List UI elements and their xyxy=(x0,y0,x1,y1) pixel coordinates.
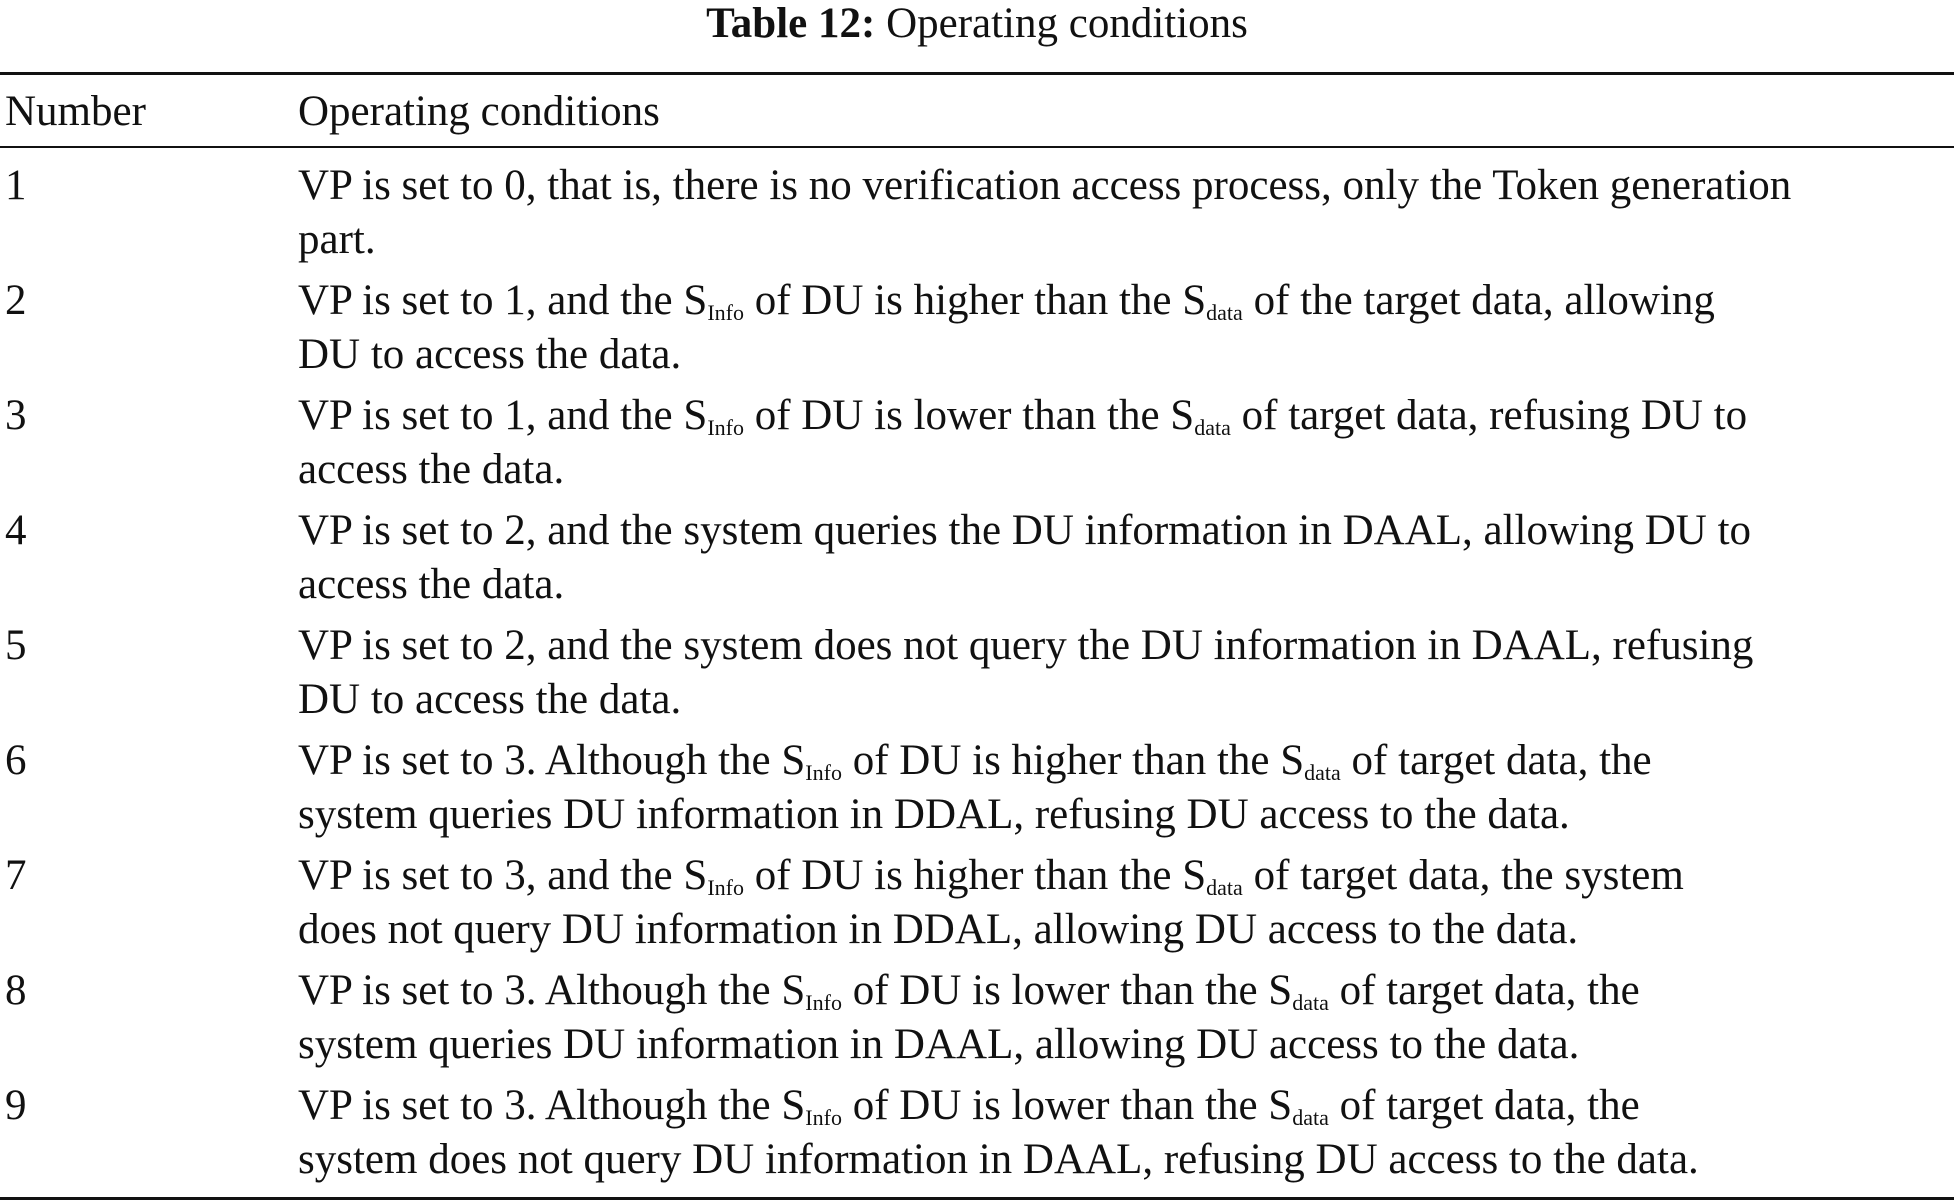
row-condition xyxy=(298,849,1953,957)
row-condition xyxy=(298,964,1953,1072)
table-row xyxy=(0,159,1954,274)
condition-line xyxy=(298,389,1953,443)
condition-text: system queries DU information in DDAL, refusing DU access to the data. xyxy=(298,791,1570,838)
condition-line xyxy=(298,734,1953,788)
condition-line xyxy=(298,964,1953,1018)
header-number: Number xyxy=(5,88,146,135)
condition-line xyxy=(298,274,1953,328)
table-top-rule xyxy=(0,72,1954,75)
condition-text: VP is set to 3. Although the S xyxy=(298,737,806,784)
row-number: 8 xyxy=(5,967,27,1014)
condition-line xyxy=(298,619,1953,673)
condition-line xyxy=(298,213,1953,267)
condition-line xyxy=(298,849,1953,903)
table-caption-label: Table 12: xyxy=(706,0,876,47)
row-number: 6 xyxy=(5,737,27,784)
subscript-info: Info xyxy=(805,760,842,785)
subscript-info: Info xyxy=(707,415,744,440)
row-number: 2 xyxy=(5,277,27,324)
subscript-data: data xyxy=(1304,760,1341,785)
row-number: 3 xyxy=(5,392,27,439)
condition-line xyxy=(298,903,1953,957)
condition-text: does not query DU information in DDAL, allowing DU access to the data. xyxy=(298,906,1579,953)
condition-line xyxy=(298,673,1953,727)
subscript-data: data xyxy=(1206,300,1243,325)
row-condition xyxy=(298,734,1953,842)
subscript-data: data xyxy=(1292,990,1329,1015)
condition-line xyxy=(298,558,1953,612)
condition-line xyxy=(298,788,1953,842)
table-caption xyxy=(0,0,1954,52)
condition-text: VP is set to 1, and the S xyxy=(298,392,708,439)
condition-text: VP is set to 3. Although the S xyxy=(298,967,806,1014)
condition-text: of target data, the system xyxy=(1253,852,1684,899)
table-row xyxy=(0,1079,1954,1194)
condition-text: VP is set to 1, and the S xyxy=(298,277,708,324)
condition-text: of target data, the xyxy=(1351,737,1652,784)
header-operating-conditions: Operating conditions xyxy=(298,88,660,135)
condition-line xyxy=(298,1079,1953,1133)
subscript-data: data xyxy=(1292,1105,1329,1130)
condition-text: of target data, the xyxy=(1339,967,1640,1014)
condition-text: VP is set to 3, and the S xyxy=(298,852,708,899)
subscript-info: Info xyxy=(805,1105,842,1130)
condition-text: of DU is lower than the S xyxy=(852,967,1293,1014)
condition-line xyxy=(298,328,1953,382)
table-header-row xyxy=(0,84,1954,140)
condition-text: of the target data, allowing xyxy=(1253,277,1715,324)
condition-text: DU to access the data. xyxy=(298,676,682,723)
row-condition xyxy=(298,159,1953,267)
condition-text: access the data. xyxy=(298,446,565,493)
row-number: 5 xyxy=(5,622,27,669)
subscript-info: Info xyxy=(707,875,744,900)
row-condition xyxy=(298,504,1953,612)
condition-text: of DU is lower than the S xyxy=(852,1082,1293,1129)
row-condition xyxy=(298,619,1953,727)
table-bottom-rule xyxy=(0,1197,1954,1200)
condition-text: of target data, refusing DU to xyxy=(1241,392,1748,439)
condition-text: part. xyxy=(298,216,376,263)
subscript-info: Info xyxy=(805,990,842,1015)
table-row xyxy=(0,849,1954,964)
condition-text: access the data. xyxy=(298,561,565,608)
condition-line xyxy=(298,1018,1953,1072)
row-number: 9 xyxy=(5,1082,27,1129)
condition-line xyxy=(298,443,1953,497)
condition-line xyxy=(298,159,1953,213)
row-number: 4 xyxy=(5,507,27,554)
subscript-data: data xyxy=(1206,875,1243,900)
condition-text: of DU is higher than the S xyxy=(754,277,1207,324)
condition-text: system does not query DU information in DAAL, refusing DU access to the data. xyxy=(298,1136,1699,1183)
table-body xyxy=(0,159,1954,1194)
condition-text: DU to access the data. xyxy=(298,331,682,378)
condition-text: system queries DU information in DAAL, allowing DU access to the data. xyxy=(298,1021,1580,1068)
condition-text: of DU is lower than the S xyxy=(754,392,1195,439)
row-number: 1 xyxy=(5,162,27,209)
table-header-rule xyxy=(0,146,1954,148)
condition-line xyxy=(298,504,1953,558)
row-condition xyxy=(298,1079,1953,1187)
condition-text: VP is set to 3. Although the S xyxy=(298,1082,806,1129)
table-row xyxy=(0,274,1954,389)
row-condition xyxy=(298,274,1953,382)
table-row xyxy=(0,389,1954,504)
row-condition xyxy=(298,389,1953,497)
condition-line xyxy=(298,1133,1953,1187)
table-row xyxy=(0,734,1954,849)
condition-text: VP is set to 2, and the system queries the DU information in DAAL, allowing DU to xyxy=(298,507,1752,554)
condition-text: VP is set to 2, and the system does not query the DU information in DAAL, refusing xyxy=(298,622,1754,669)
condition-text: of DU is higher than the S xyxy=(852,737,1305,784)
subscript-info: Info xyxy=(707,300,744,325)
table-row xyxy=(0,504,1954,619)
condition-text: VP is set to 0, that is, there is no verification access process, only the Token generation xyxy=(298,162,1792,209)
table-row xyxy=(0,964,1954,1079)
row-number: 7 xyxy=(5,852,27,899)
table-row xyxy=(0,619,1954,734)
condition-text: of target data, the xyxy=(1339,1082,1640,1129)
condition-text: of DU is higher than the S xyxy=(754,852,1207,899)
subscript-data: data xyxy=(1194,415,1231,440)
table-caption-title: Operating conditions xyxy=(886,0,1248,47)
